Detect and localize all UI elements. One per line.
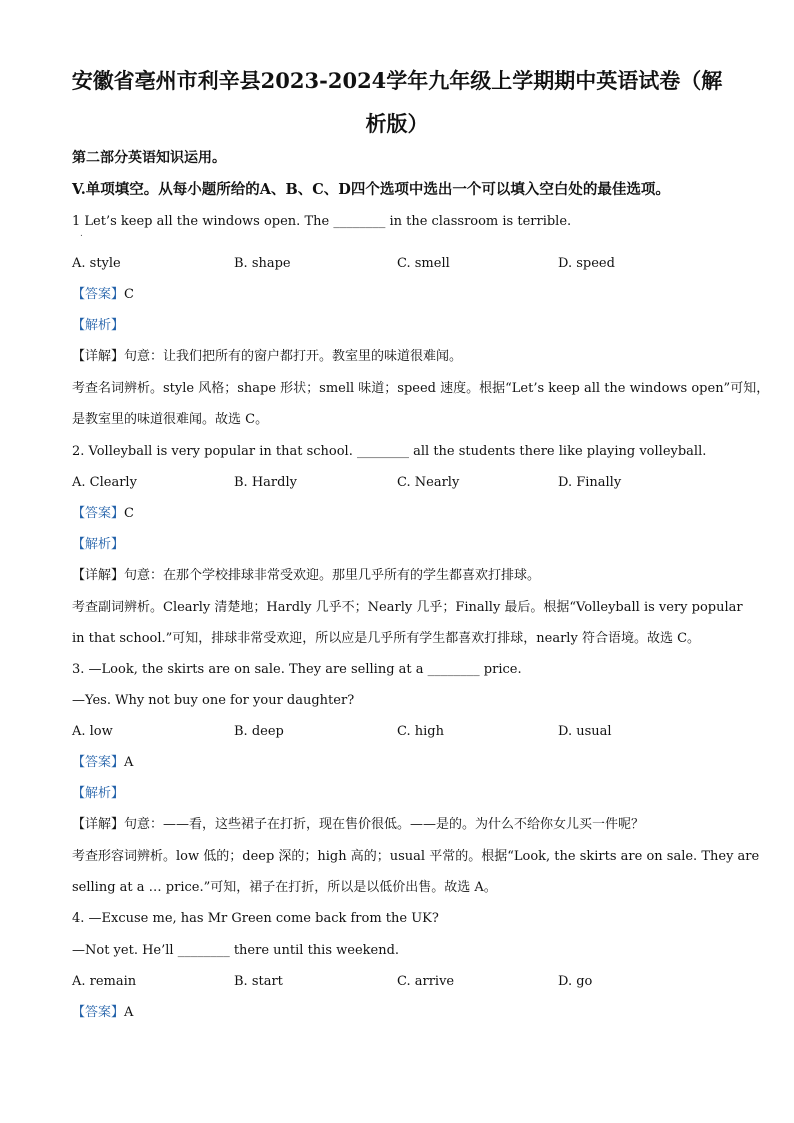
question-2-answer (72, 507, 134, 520)
detail-text: 句意：——看，这些裙子在打折，现在售价很低。——是的。为什么不给你女儿买一件呢？ (124, 817, 645, 832)
question-4-option-c: C. arrive (397, 974, 455, 989)
question-2-detail-2: 考查副词辨析。Clearly 清楚地；Hardly 几乎不；Nearly 几乎；Finally 最后。根据“Volleyball is very popular (72, 600, 743, 615)
answer-value: C (124, 287, 134, 302)
question-3-stem-2: —Yes. Why not buy one for your daughter? (72, 693, 355, 708)
question-2-stem: 2. Volleyball is very popular in that school. ________ all the students there like playing volleyball. (72, 444, 707, 459)
section-heading: 第二部分英语知识运用。 (72, 150, 226, 166)
question-2-detail-1 (72, 569, 540, 582)
question-1-answer (72, 288, 134, 301)
question-4-option-a: A. remain (72, 974, 137, 989)
instructions: V.单项填空。从每小题所给的A、B、C、D四个选项中选出一个可以填入空白处的最佳选项。 (72, 181, 670, 198)
question-1-detail-3: 是教室里的味道很难闻。故选 C。 (72, 412, 269, 427)
question-1-option-c: C. smell (397, 256, 450, 271)
question-3-option-b: B. deep (234, 724, 284, 739)
question-3-option-c: C. high (397, 724, 444, 739)
question-1-detail-1 (72, 350, 462, 363)
document-title-line-1: 安徽省亳州市利辛县2023-2024学年九年级上学期期中英语试卷（解 (71, 68, 723, 93)
question-2-analysis-label: 【解析】 (72, 537, 125, 552)
detail-text: 句意：让我们把所有的窗户都打开。教室里的味道很难闻。 (124, 349, 463, 364)
answer-label: 【答案】 (72, 287, 125, 302)
detail-label: 【详解】 (72, 349, 125, 364)
question-2-option-c: C. Nearly (397, 475, 460, 490)
question-3-option-d: D. usual (558, 724, 612, 739)
question-4-answer (72, 1006, 133, 1019)
question-1-option-a: A. style (72, 256, 121, 271)
question-3-analysis-label: 【解析】 (72, 786, 125, 801)
question-2-detail-3: in that school.”可知，排球非常受欢迎，所以应是几乎所有学生都喜欢打排球，nearly 符合语境。故选 C。 (72, 631, 701, 646)
answer-label: 【答案】 (72, 1005, 125, 1020)
answer-label: 【答案】 (72, 506, 125, 521)
question-4-option-d: D. go (558, 974, 593, 989)
question-3-stem-1: 3. —Look, the skirts are on sale. They are selling at a ________ price. (72, 662, 522, 677)
question-3-option-a: A. low (72, 724, 113, 739)
question-1-detail-2: 考查名词辨析。style 风格；shape 形状；smell 味道；speed 速度。根据“Let’s keep all the windows open”可知， (72, 381, 770, 396)
question-4-stem-2: —Not yet. He’ll ________ there until this weekend. (72, 943, 400, 958)
question-3-detail-3: selling at a … price.”可知，裙子在打折，所以是以低价出售。故选 A。 (72, 880, 497, 895)
question-3-detail-1 (72, 818, 644, 831)
question-1-option-b: B. shape (234, 256, 291, 271)
answer-label: 【答案】 (72, 755, 125, 770)
question-1-option-d: D. speed (558, 256, 615, 271)
answer-value: A (124, 755, 134, 770)
question-2-option-b: B. Hardly (234, 475, 297, 490)
question-4-option-b: B. start (234, 974, 283, 989)
question-1-dot: . (80, 229, 83, 239)
detail-label: 【详解】 (72, 817, 125, 832)
answer-value: A (124, 1005, 134, 1020)
document-title-line-2: 析版） (365, 111, 429, 136)
question-1-stem: 1 Let’s keep all the windows open. The ________ in the classroom is terrible. (72, 214, 572, 229)
detail-label: 【详解】 (72, 568, 125, 583)
question-2-option-d: D. Finally (558, 475, 622, 490)
question-3-detail-2: 考查形容词辨析。low 低的；deep 深的；high 高的；usual 平常的。根据“Look, the skirts are on sale. They are (72, 849, 760, 864)
detail-text: 句意：在那个学校排球非常受欢迎。那里几乎所有的学生都喜欢打排球。 (124, 568, 541, 583)
question-3-answer (72, 756, 133, 769)
answer-value: C (124, 506, 134, 521)
question-2-option-a: A. Clearly (72, 475, 137, 490)
question-4-stem-1: 4. —Excuse me, has Mr Green come back from the UK? (72, 911, 439, 926)
question-1-analysis-label: 【解析】 (72, 318, 125, 333)
